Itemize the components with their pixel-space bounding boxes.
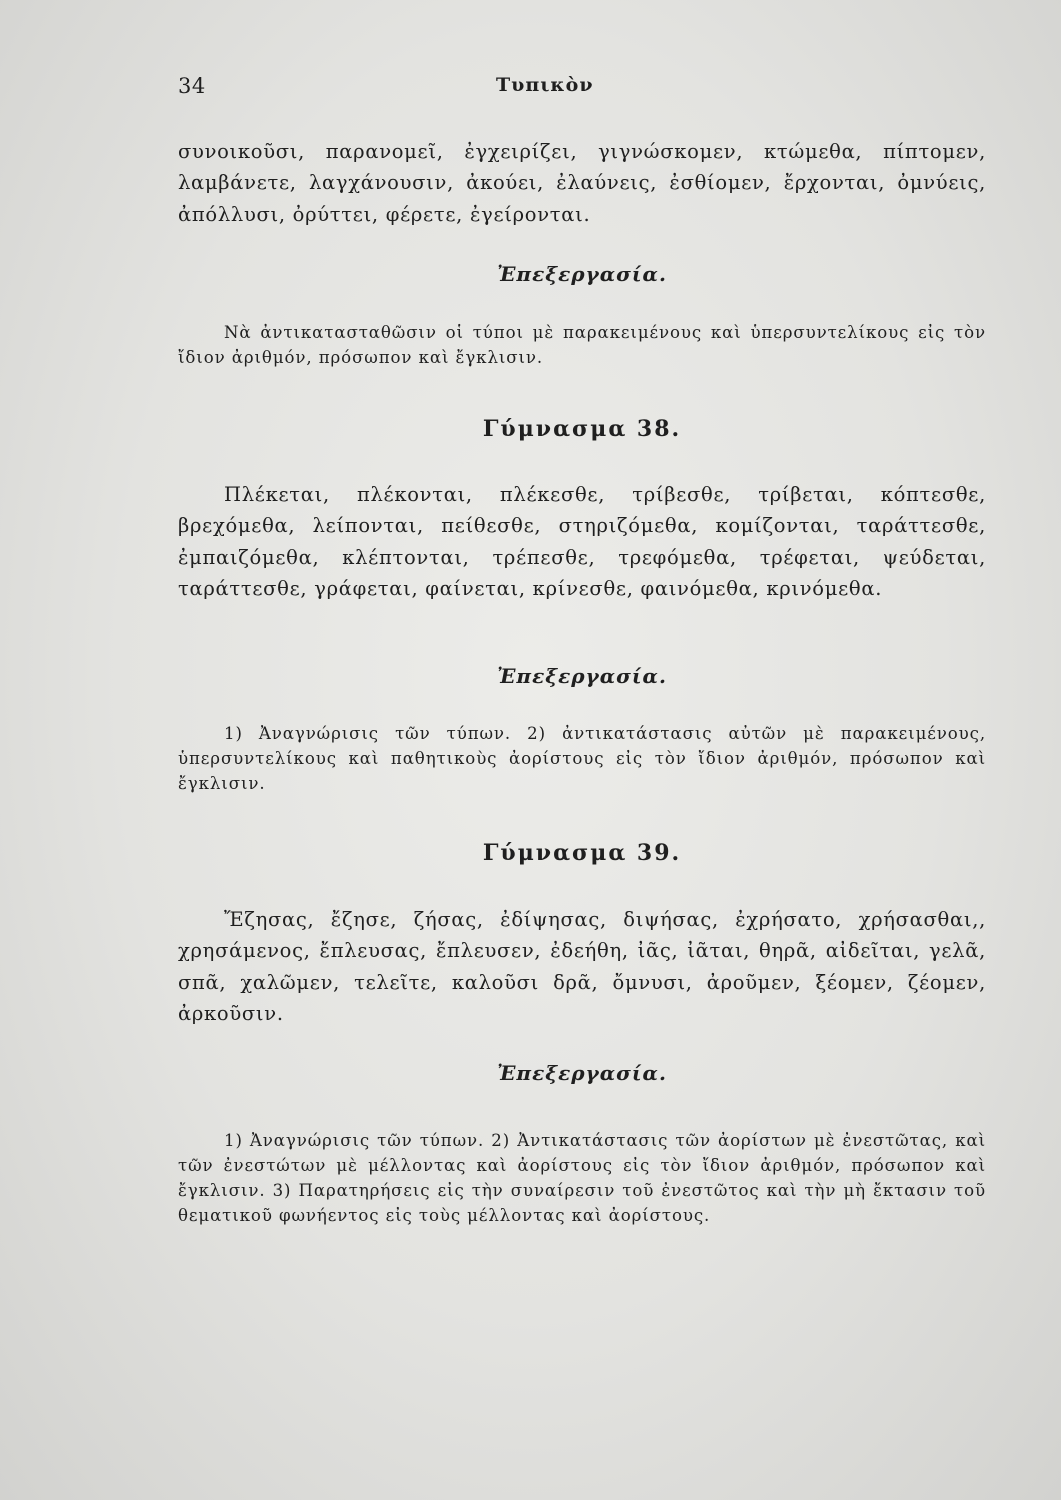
exercise-39 <box>178 904 986 1029</box>
exercise-38-note-wrap <box>178 721 986 796</box>
exercise-39-heading: Ἐπεξεργασία. <box>497 1061 667 1085</box>
exercise-38-note: 1) Ἀναγνώρισις τῶν τύπων. 2) ἀντικατάστασις αὐτῶν μὲ παρακειμένους, ὑπερσυντελίκους καὶ παθητικοὺς ἀορίστους εἰς τὸν ἴδιον ἀριθμόν, πρόσωπον καὶ ἔγκλισιν. <box>178 724 986 793</box>
continued-exercise-note-wrap <box>178 320 986 370</box>
continued-exercise-text: συνοικοῦσι, παρανομεῖ, ἐγχειρίζει, γιγνώσκομεν, κτώμεθα, πίπτομεν, λαμβάνετε, λαγχάνουσιν, ἀκούει, ἐλαύνεις, ἐσθίομεν, ἔρχονται, ὀμνύεις, ἀπόλλυσι, ὀρύττει, φέρετε, ἐγείρονται. <box>178 140 986 226</box>
exercise-38-title: Γύμνασμα 38. <box>482 416 682 442</box>
exercise-39-title-wrap <box>178 840 986 866</box>
running-head: Τυπικὸν <box>496 74 594 96</box>
continued-exercise-heading-wrap <box>178 262 986 286</box>
exercise-38 <box>178 479 986 604</box>
exercise-39-heading-wrap <box>178 1061 986 1085</box>
page-header <box>178 74 818 108</box>
exercise-39-title: Γύμνασμα 39. <box>482 840 682 866</box>
exercise-38-title-wrap <box>178 416 986 442</box>
exercise-39-note-wrap <box>178 1128 986 1228</box>
exercise-38-text: Πλέκεται, πλέκονται, πλέκεσθε, τρίβεσθε, τρίβεται, κόπτεσθε, βρεχόμεθα, λείπονται, πείθεσθε, στηριζόμεθα, κομίζονται, ταράττεσθε, ἐμπαιζόμεθα, κλέπτονται, τρέπεσθε, τρεφόμεθα, τρέφεται, ψεύδεται, ταράττεσθε, γράφεται, φαίνεται, κρίνεσθε, φαινόμεθα, κρινόμεθα. <box>178 483 986 600</box>
continued-exercise <box>178 136 986 230</box>
continued-exercise-heading: Ἐπεξεργασία. <box>497 262 667 286</box>
exercise-38-heading-wrap <box>178 664 986 688</box>
continued-exercise-note: Νὰ ἀντικατασταθῶσιν οἱ τύποι μὲ παρακειμένους καὶ ὑπερσυντελίκους εἰς τὸν ἴδιον ἀριθμόν, πρόσωπον καὶ ἔγκλισιν. <box>178 323 986 367</box>
page-number: 34 <box>178 74 206 98</box>
exercise-38-heading: Ἐπεξεργασία. <box>497 664 667 688</box>
exercise-39-text: Ἔζησας, ἔζησε, ζήσας, ἐδίψησας, διψήσας, ἐχρήσατο, χρήσασθαι,, χρησάμενος, ἔπλευσας, ἔπλευσεν, ἐδεήθη, ἰᾶς, ἰᾶται, θηρᾶ, αἰδεῖται, γελᾶ, σπᾶ, χαλῶμεν, τελεῖτε, καλοῦσι δρᾶ, ὄμνυσι, ἀροῦμεν, ξέομεν, ζέομεν, ἀρκοῦσιν. <box>178 908 986 1025</box>
exercise-39-note: 1) Ἀναγνώρισις τῶν τύπων. 2) Ἀντικατάστασις τῶν ἀορίστων μὲ ἐνεστῶτας, καὶ τῶν ἐνεστώτων μὲ μέλλοντας καὶ ἀορίστους εἰς τὸν ἴδιον ἀριθμόν, πρόσωπον καὶ ἔγκλισιν. 3) Παρατηρήσεις εἰς τὴν συναίρεσιν τοῦ ἐνεστῶτος καὶ τὴν μὴ ἔκτασιν τοῦ θεματικοῦ φωνήεντος εἰς τοὺς μέλλοντας καὶ ἀορίστους. <box>178 1131 986 1225</box>
